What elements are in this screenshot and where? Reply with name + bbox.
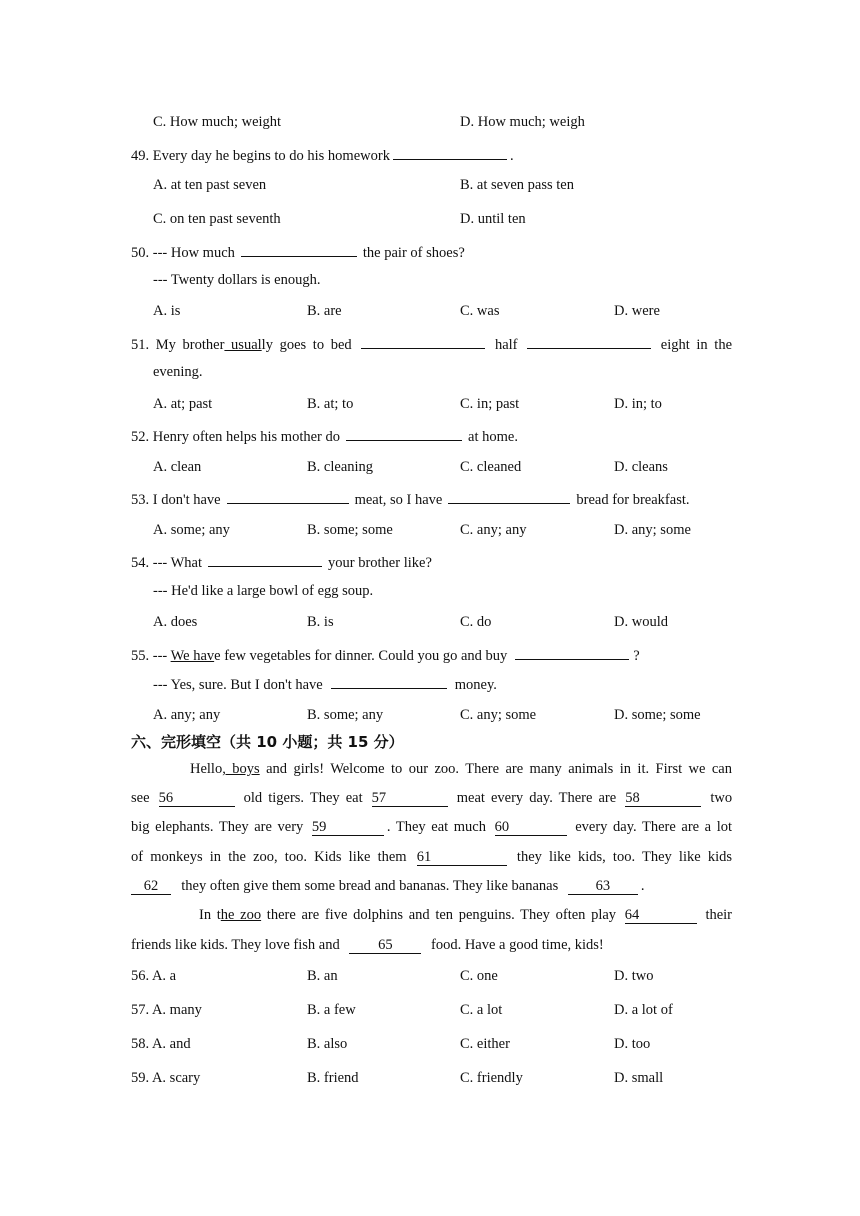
- blank-62: 62: [131, 878, 171, 895]
- q53-stem: 53. I don't have meat, so I have bread for breakfast.: [131, 489, 690, 509]
- q56-option-d: D. two: [614, 968, 654, 984]
- section-heading: 六、完形填空（共 10 小题；共 15 分）: [131, 733, 404, 751]
- q55-option-d: D. some; some: [614, 707, 701, 723]
- q54-option-b: B. is: [307, 614, 334, 630]
- q57-option-c: C. a lot: [460, 1002, 503, 1018]
- q56-option-a: 56. A. a: [131, 968, 177, 984]
- blank-58: 58: [625, 790, 701, 807]
- q52-option-b: B. cleaning: [307, 459, 374, 475]
- blank-60: 60: [495, 819, 567, 836]
- passage-line-3: big elephants. They are very 59 . They eat much 60 every day. There are a lot: [131, 819, 733, 835]
- q52-option-d: D. cleans: [614, 459, 668, 475]
- passage-line-6: In the zoo there are five dolphins and ten penguins. They often play 64 their: [199, 907, 733, 923]
- q49-option-a: A. at ten past seven: [153, 177, 267, 193]
- blank-61: 61: [417, 849, 507, 866]
- blank-59: 59: [312, 819, 384, 836]
- q57-option-d: D. a lot of: [614, 1002, 673, 1018]
- q59-option-c: C. friendly: [460, 1070, 523, 1086]
- q52-stem: 52. Henry often helps his mother do at home.: [131, 426, 518, 446]
- q49-option-d: D. until ten: [460, 211, 526, 227]
- q51-option-c: C. in; past: [460, 396, 520, 412]
- q53-option-d: D. any; some: [614, 522, 691, 538]
- q55-option-b: B. some; any: [307, 707, 384, 723]
- q55-option-a: A. any; any: [153, 707, 221, 723]
- answer-blank: [448, 489, 570, 504]
- blank-65: 65: [349, 937, 421, 954]
- q55-option-c: C. any; some: [460, 707, 537, 723]
- q50-stem: 50. --- How much the pair of shoes?: [131, 242, 465, 262]
- q58-option-a: 58. A. and: [131, 1036, 191, 1052]
- q54-option-c: C. do: [460, 614, 492, 630]
- q49-option-b: B. at seven pass ten: [460, 177, 574, 193]
- q51-continuation: evening.: [153, 364, 203, 380]
- passage-line-4: of monkeys in the zoo, too. Kids like them 61 they like kids, too. They like kids: [131, 849, 733, 865]
- passage-line-1: Hello, boys and girls! Welcome to our zoo. There are many animals in it. First we can: [190, 761, 732, 777]
- answer-blank: [208, 552, 322, 567]
- passage-line-2: see 56 old tigers. They eat 57 meat every day. There are 58 two: [131, 790, 733, 806]
- q51-stem: 51. My brother usually goes to bed half eight in the: [131, 334, 732, 354]
- q53-option-a: A. some; any: [153, 522, 230, 538]
- q51-option-b: B. at; to: [307, 396, 354, 412]
- q48-option-c: C. How much; weight: [153, 114, 282, 130]
- q50-option-b: B. are: [307, 303, 342, 319]
- q54-option-a: A. does: [153, 614, 198, 630]
- answer-blank: [515, 645, 629, 660]
- blank-57: 57: [372, 790, 448, 807]
- q49-stem: 49. Every day he begins to do his homework .: [131, 145, 514, 165]
- q57-option-a: 57. A. many: [131, 1002, 202, 1018]
- q53-option-c: C. any; any: [460, 522, 527, 538]
- q50-option-c: C. was: [460, 303, 500, 319]
- q51-option-d: D. in; to: [614, 396, 662, 412]
- q58-option-d: D. too: [614, 1036, 651, 1052]
- answer-blank: [393, 145, 507, 160]
- q55-stem: 55. --- We have few vegetables for dinner. Could you go and buy ?: [131, 645, 640, 665]
- q58-option-b: B. also: [307, 1036, 348, 1052]
- q53-option-b: B. some; some: [307, 522, 393, 538]
- q54-stem: 54. --- What your brother like?: [131, 552, 432, 572]
- q52-option-a: A. clean: [153, 459, 202, 475]
- q55-reply: --- Yes, sure. But I don't have money.: [153, 674, 497, 694]
- q48-option-d: D. How much; weigh: [460, 114, 585, 130]
- passage-line-5: 62 they often give them some bread and bananas. They like bananas 63 .: [131, 877, 645, 895]
- answer-blank: [361, 334, 485, 349]
- q50-option-a: A. is: [153, 303, 181, 319]
- q56-option-b: B. an: [307, 968, 338, 984]
- q49-option-c: C. on ten past seventh: [153, 211, 281, 227]
- answer-blank: [227, 489, 349, 504]
- q51-option-a: A. at; past: [153, 396, 213, 412]
- q58-option-c: C. either: [460, 1036, 510, 1052]
- answer-blank: [331, 674, 447, 689]
- q54-reply: --- He'd like a large bowl of egg soup.: [153, 583, 374, 599]
- answer-blank: [527, 334, 651, 349]
- passage-line-7: friends like kids. They love fish and 65 food. Have a good time, kids!: [131, 937, 604, 953]
- answer-blank: [241, 242, 357, 257]
- q59-option-d: D. small: [614, 1070, 664, 1086]
- q56-option-c: C. one: [460, 968, 498, 984]
- q50-option-d: D. were: [614, 303, 660, 319]
- blank-64: 64: [625, 907, 697, 924]
- blank-56: 56: [159, 790, 235, 807]
- q59-option-a: 59. A. scary: [131, 1070, 201, 1086]
- q50-reply: --- Twenty dollars is enough.: [153, 272, 321, 288]
- q59-option-b: B. friend: [307, 1070, 359, 1086]
- q54-option-d: D. would: [614, 614, 668, 630]
- q52-option-c: C. cleaned: [460, 459, 522, 475]
- answer-blank: [346, 426, 462, 441]
- blank-63: 63: [568, 878, 638, 895]
- q57-option-b: B. a few: [307, 1002, 356, 1018]
